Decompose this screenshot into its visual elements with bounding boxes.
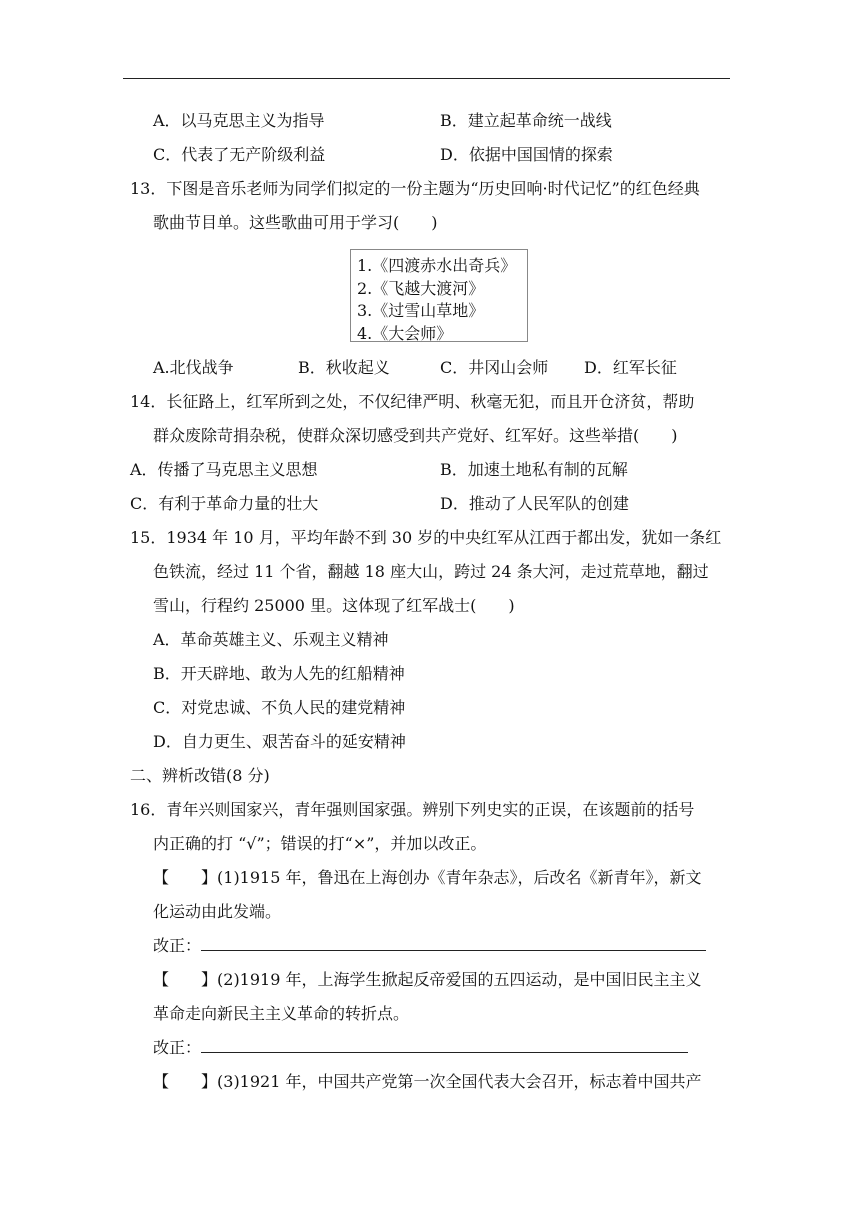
- q16-item2-text: (2)1919 年，上海学生掀起反帝爱国的五四运动，是中国旧民主主义: [217, 970, 702, 989]
- q13-option-d[interactable]: D．红军长征: [584, 358, 677, 377]
- q14-stem-line2: 群众废除苛捐杂税，使群众深切感受到共产党好、红军好。这些举措( ): [153, 426, 678, 445]
- q15-option-a[interactable]: A．革命英雄主义、乐观主义精神: [153, 630, 389, 649]
- q16-item3-text: (3)1921 年，中国共产党第一次全国代表大会召开，标志着中国共产: [217, 1072, 702, 1091]
- q14-option-c[interactable]: C．有利于革命力量的壮大: [130, 494, 319, 513]
- q13-option-b[interactable]: B．秋收起义: [298, 358, 390, 377]
- q16-item1-line2: 化运动由此发端。: [153, 902, 282, 921]
- q15-stem-line2: 色铁流，经过 11 个省，翻越 18 座大山，跨过 24 条大河，走过荒草地，翻过: [153, 562, 709, 581]
- q16-item1-line1: [153, 867, 702, 889]
- header-rule: [123, 78, 730, 79]
- answer-bracket[interactable]: 【 】: [153, 868, 218, 887]
- section-heading: 二、辨析改错(8 分): [130, 766, 270, 785]
- song-list-box: [350, 249, 528, 342]
- q13-stem-line1: 13．下图是音乐老师为同学们拟定的一份主题为“历史回响·时代记忆”的红色经典: [130, 179, 700, 198]
- q16-stem-line1: 16．青年兴则国家兴，青年强则国家强。辨别下列史实的正误，在该题前的括号: [130, 800, 695, 819]
- q15-option-c[interactable]: C．对党忠诚、不负人民的建党精神: [153, 698, 406, 717]
- q16-item3-line1: [153, 1071, 702, 1093]
- q12-option-a[interactable]: A．以马克思主义为指导: [153, 111, 325, 130]
- correction-input-2[interactable]: [201, 1037, 688, 1053]
- q12-option-b[interactable]: B．建立起革命统一战线: [440, 111, 612, 130]
- q14-option-d[interactable]: D．推动了人民军队的创建: [440, 494, 629, 513]
- q13-option-c[interactable]: C．井冈山会师: [440, 358, 549, 377]
- q12-option-d[interactable]: D．依据中国国情的探索: [440, 145, 613, 164]
- correction-label: 改正：: [153, 1038, 202, 1057]
- q14-stem-line1: 14．长征路上，红军所到之处，不仅纪律严明、秋毫无犯，而且开仓济贫，帮助: [130, 392, 695, 411]
- correction-row-1: [153, 935, 706, 957]
- song-item: 1.《四渡赤水出奇兵》: [357, 256, 517, 275]
- q15-option-d[interactable]: D．自力更生、艰苦奋斗的延安精神: [153, 732, 406, 751]
- q16-item2-line2: 革命走向新民主主义革命的转折点。: [153, 1004, 410, 1023]
- song-item: 4.《大会师》: [357, 323, 453, 343]
- correction-row-2: [153, 1037, 688, 1059]
- q16-item1-text: (1)1915 年，鲁迅在上海创办《青年杂志》，后改名《新青年》，新文: [217, 868, 702, 887]
- q16-item2-line1: [153, 969, 702, 991]
- song-item: 3.《过雪山草地》: [357, 301, 485, 320]
- q12-option-c[interactable]: C．代表了无产阶级利益: [153, 145, 326, 164]
- correction-input-1[interactable]: [201, 935, 706, 951]
- q15-option-b[interactable]: B．开天辟地、敢为人先的红船精神: [153, 664, 405, 683]
- correction-label: 改正：: [153, 936, 202, 955]
- q15-stem-line3: 雪山，行程约 25000 里。这体现了红军战士( ): [153, 596, 515, 615]
- answer-bracket[interactable]: 【 】: [153, 970, 218, 989]
- song-item: 2.《飞越大渡河》: [357, 278, 485, 298]
- q16-stem-line2: 内正确的打 “√”；错误的打“×”，并加以改正。: [153, 834, 487, 853]
- q13-option-a[interactable]: A.北伐战争: [153, 358, 234, 377]
- q13-stem-line2: 歌曲节目单。这些歌曲可用于学习( ): [153, 213, 438, 232]
- q15-stem-line1: 15．1934 年 10 月，平均年龄不到 30 岁的中央红军从江西于都出发，犹如一条红: [130, 528, 722, 547]
- q14-option-a[interactable]: A．传播了马克思主义思想: [130, 460, 318, 479]
- answer-bracket[interactable]: 【 】: [153, 1072, 218, 1091]
- q14-option-b[interactable]: B．加速土地私有制的瓦解: [440, 460, 628, 479]
